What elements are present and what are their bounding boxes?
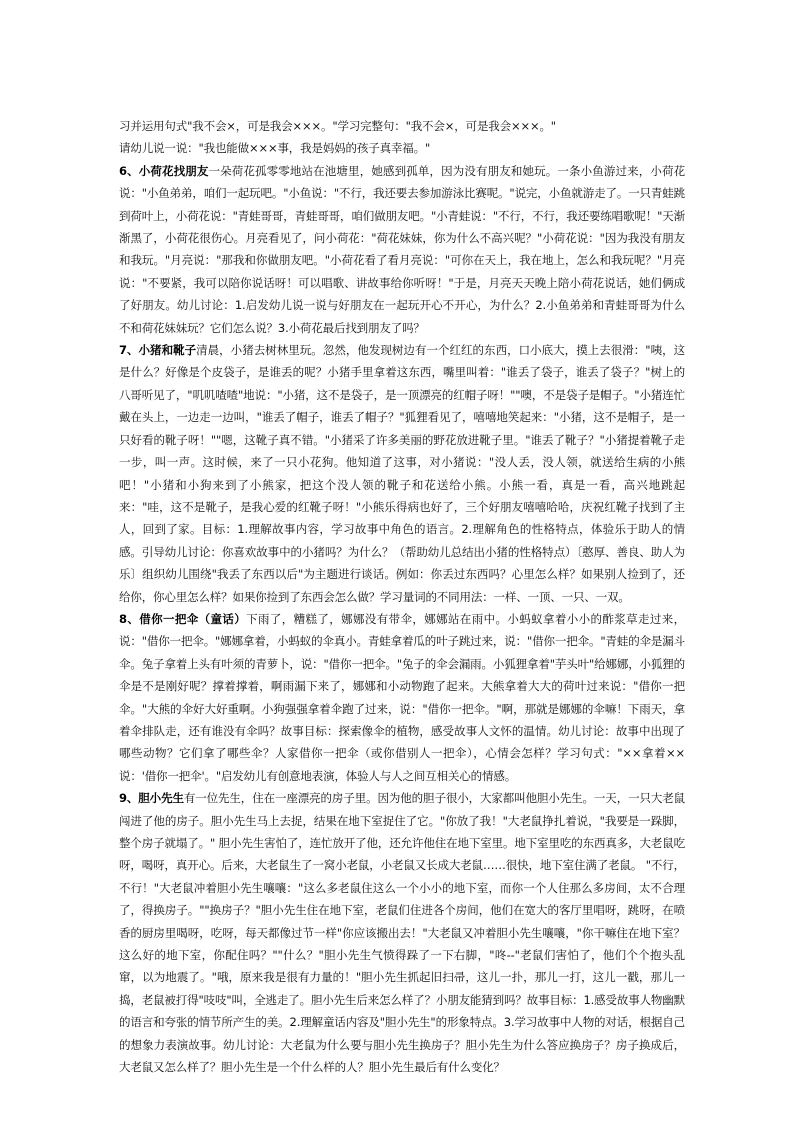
intro-line-1: 习并运用句式"我不会×，可是我会×××。"学习完整句："我不会×，可是我会×××。" — [119, 119, 556, 133]
story-6 — [119, 160, 685, 339]
document-page — [119, 115, 685, 1078]
story-body: 清晨，小猪去树林里玩。忽然，他发现树边有一个红红的东西，口小底大，摸上去很滑："咦，这是什么？好像是个皮袋子，是谁丢的呢？小猪手里拿着这东西，嘴里叫着："谁丢了袋子，谁丢了袋子？"树上的八哥听见了，"叽叽喳喳"地说："小猪，这不是袋子，是一顶漂亮的红帽子呀！""噢，不是袋子是帽子。"小猪连忙戴在头上，一边走一边叫，"谁丢了帽子，谁丢了帽子？"狐狸看见了，嘻嘻地笑起来："小猪，这不是帽子，是一只好看的靴子呀！""嗯，这靴子真不错。"小猪采了许多美丽的野花放进靴子里。"谁丢了靴子？"小猪提着靴子走一步，叫一声。这时候，来了一只小花狗。他知道了这事，对小猪说："没人丢，没人领，就送给生病的小熊吧！"小猪和小狗来到了小熊家，把这个没人领的靴子和花送给小熊。小熊一看，真是一看，高兴地跳起来："哇，这不是靴子，是我心爱的红靴子呀！"小熊乐得病也好了，三个好朋友嘻嘻哈哈，庆祝红靴子找到了主人，回到了家。目标：1.理解故事内容，学习故事中角色的语言。2.理解角色的性格特点，体验乐于助人的情感。引导幼儿讨论：你喜欢故事中的小猪吗？为什么？（帮助幼儿总结出小猪的性格特点）〔憨厚、善良、助人为乐〕组织幼儿围绕"我丢了东西以后"为主题进行谈话。例如：你丢过东西吗？心里怎么样？如果别人捡到了，还给你，你心里怎么样？如果你捡到了东西会怎么做？学习量词的不同用法：一样、一顶、一只、一双。 — [119, 343, 685, 604]
story-heading: 8、借你一把伞（童话） — [119, 611, 247, 626]
intro-line-2: 请幼儿说一说："我也能做×××事，我是妈妈的孩子真幸福。" — [119, 141, 431, 156]
story-heading: 7、小猪和靴子 — [119, 343, 197, 358]
story-9 — [119, 787, 685, 1078]
story-8 — [119, 608, 685, 787]
story-heading: 9、胆小先生 — [119, 791, 184, 806]
story-body: 下雨了，糟糕了，娜娜没有带伞，娜娜站在雨中。小蚂蚁拿着小小的酢浆草走过来，说："借你一把伞。"娜娜拿着，小蚂蚁的伞真小。青蛙拿着瓜的叶子跳过来，说："借你一把伞。"青蛙的伞是漏斗伞。兔子拿着上头有叶须的青萝卜，说："借你一把伞。"兔子的伞会漏雨。小狐狸拿着"芋头叶"给娜娜，小狐狸的伞是不是刚好呢？撑着撑着，啊雨漏下来了，娜娜和小动物跑了起来。大熊拿着大大的荷叶过来说："借你一把伞。"大熊的伞好大好重啊。小狗强强拿着伞跑了过来，说："借你一把伞。"啊，那就是娜娜的伞嘛！下雨天，拿着伞排队走，还有谁没有伞吗？故事目标：探索像伞的植物，感受故事人文怀的温情。幼儿讨论：故事中出现了哪些动物？它们拿了哪些伞？人家借你一把伞（或你借别人一把伞），心情会怎样？学习句式："××拿着××说：'借你一把伞'。"启发幼儿有创意地表演，体验人与人之间互相关心的情感。 — [119, 611, 685, 783]
story-body: 有一位先生，住在一座漂亮的房子里。因为他的胆子很小，大家都叫他胆小先生。一天，一只大老鼠闯进了他的房子。胆小先生马上去捉，结果在地下室捉住了它。"你放了我！"大老鼠挣扎着说，"我要是一跺脚，整个房子就塌了。" 胆小先生害怕了，连忙放开了他，还允许他住在地下室里。地下室里吃的东西真多，大老鼠吃呀，喝呀，真开心。后来，大老鼠生了一窝小老鼠，小老鼠又长成大老鼠……很快，地下室住满了老鼠。 "不行，不行！"大老鼠冲着胆小先生嚷嚷："这么多老鼠住这么一个小小的地下室，而你一个人住那么多房间，太不合理了，得换房子。""换房子？"胆小先生住在地下室，老鼠们住进各个房间，他们在宽大的客厅里唱呀，跳呀，在喷香的厨房里喝呀，吃呀，每天都像过节一样"你应该搬出去！"大老鼠又冲着胆小先生嚷嚷，"你干嘛住在地下室？这么好的地下室，你配住吗？""什么？"胆小先生气愤得跺了一下右脚，"咚--"老鼠们害怕了，他们个个抱头乱窜，以为地震了。"哦，原来我是很有力量的！"胆小先生抓起旧扫帚，这儿一扑，那儿一打，这儿一戳，那儿一捣，老鼠被打得"吱吱"叫，全逃走了。胆小先生后来怎么样了？小朋友能猜到吗？故事目标：1.感受故事人物幽默的语言和夸张的情节所产生的美。2.理解童话内容及"胆小先生"的形象特点。3.学习故事中人物的对话，根据自己的想象力表演故事。幼儿讨论：大老鼠为什么要与胆小先生换房子？胆小先生为什么答应换房子？房子换成后，大老鼠又怎么样了？胆小先生是一个什么样的人？胆小先生最后有什么变化？ — [119, 791, 685, 1075]
story-heading: 6、小荷花找朋友 — [119, 163, 209, 178]
story-body: 一朵荷花孤零零地站在池塘里，她感到孤单，因为没有朋友和她玩。一条小鱼游过来，小荷花说："小鱼弟弟，咱们一起玩吧。"小鱼说："不行，我还要去参加游泳比赛呢。"说完，小鱼就游走了。一只青蛙跳到荷叶上，小荷花说："青蛙哥哥，青蛙哥哥，咱们做朋友吧。"小青蛙说："不行，不行，我还要练唱歌呢！"天渐渐黑了，小荷花很伤心。月亮看见了，问小荷花："荷花妹妹，你为什么不高兴呢？"小荷花说："因为我没有朋友和我玩。"月亮说："那我和你做朋友吧。"小荷花看了看月亮说："可你在天上，我在地上，怎么和我玩呢？"月亮说："不要紧，我可以陪你说话呀！可以唱歌、讲故事给你听呀！"于是，月亮天天晚上陪小荷花说话，她们俩成了好朋友。幼儿讨论：1.启发幼儿说一说与好朋友在一起玩开心不开心，为什么？2.小鱼弟弟和青蛙哥哥为什么不和荷花妹妹玩？它们怎么说？3.小荷花最后找到朋友了吗？ — [119, 163, 685, 335]
story-7 — [119, 339, 685, 608]
